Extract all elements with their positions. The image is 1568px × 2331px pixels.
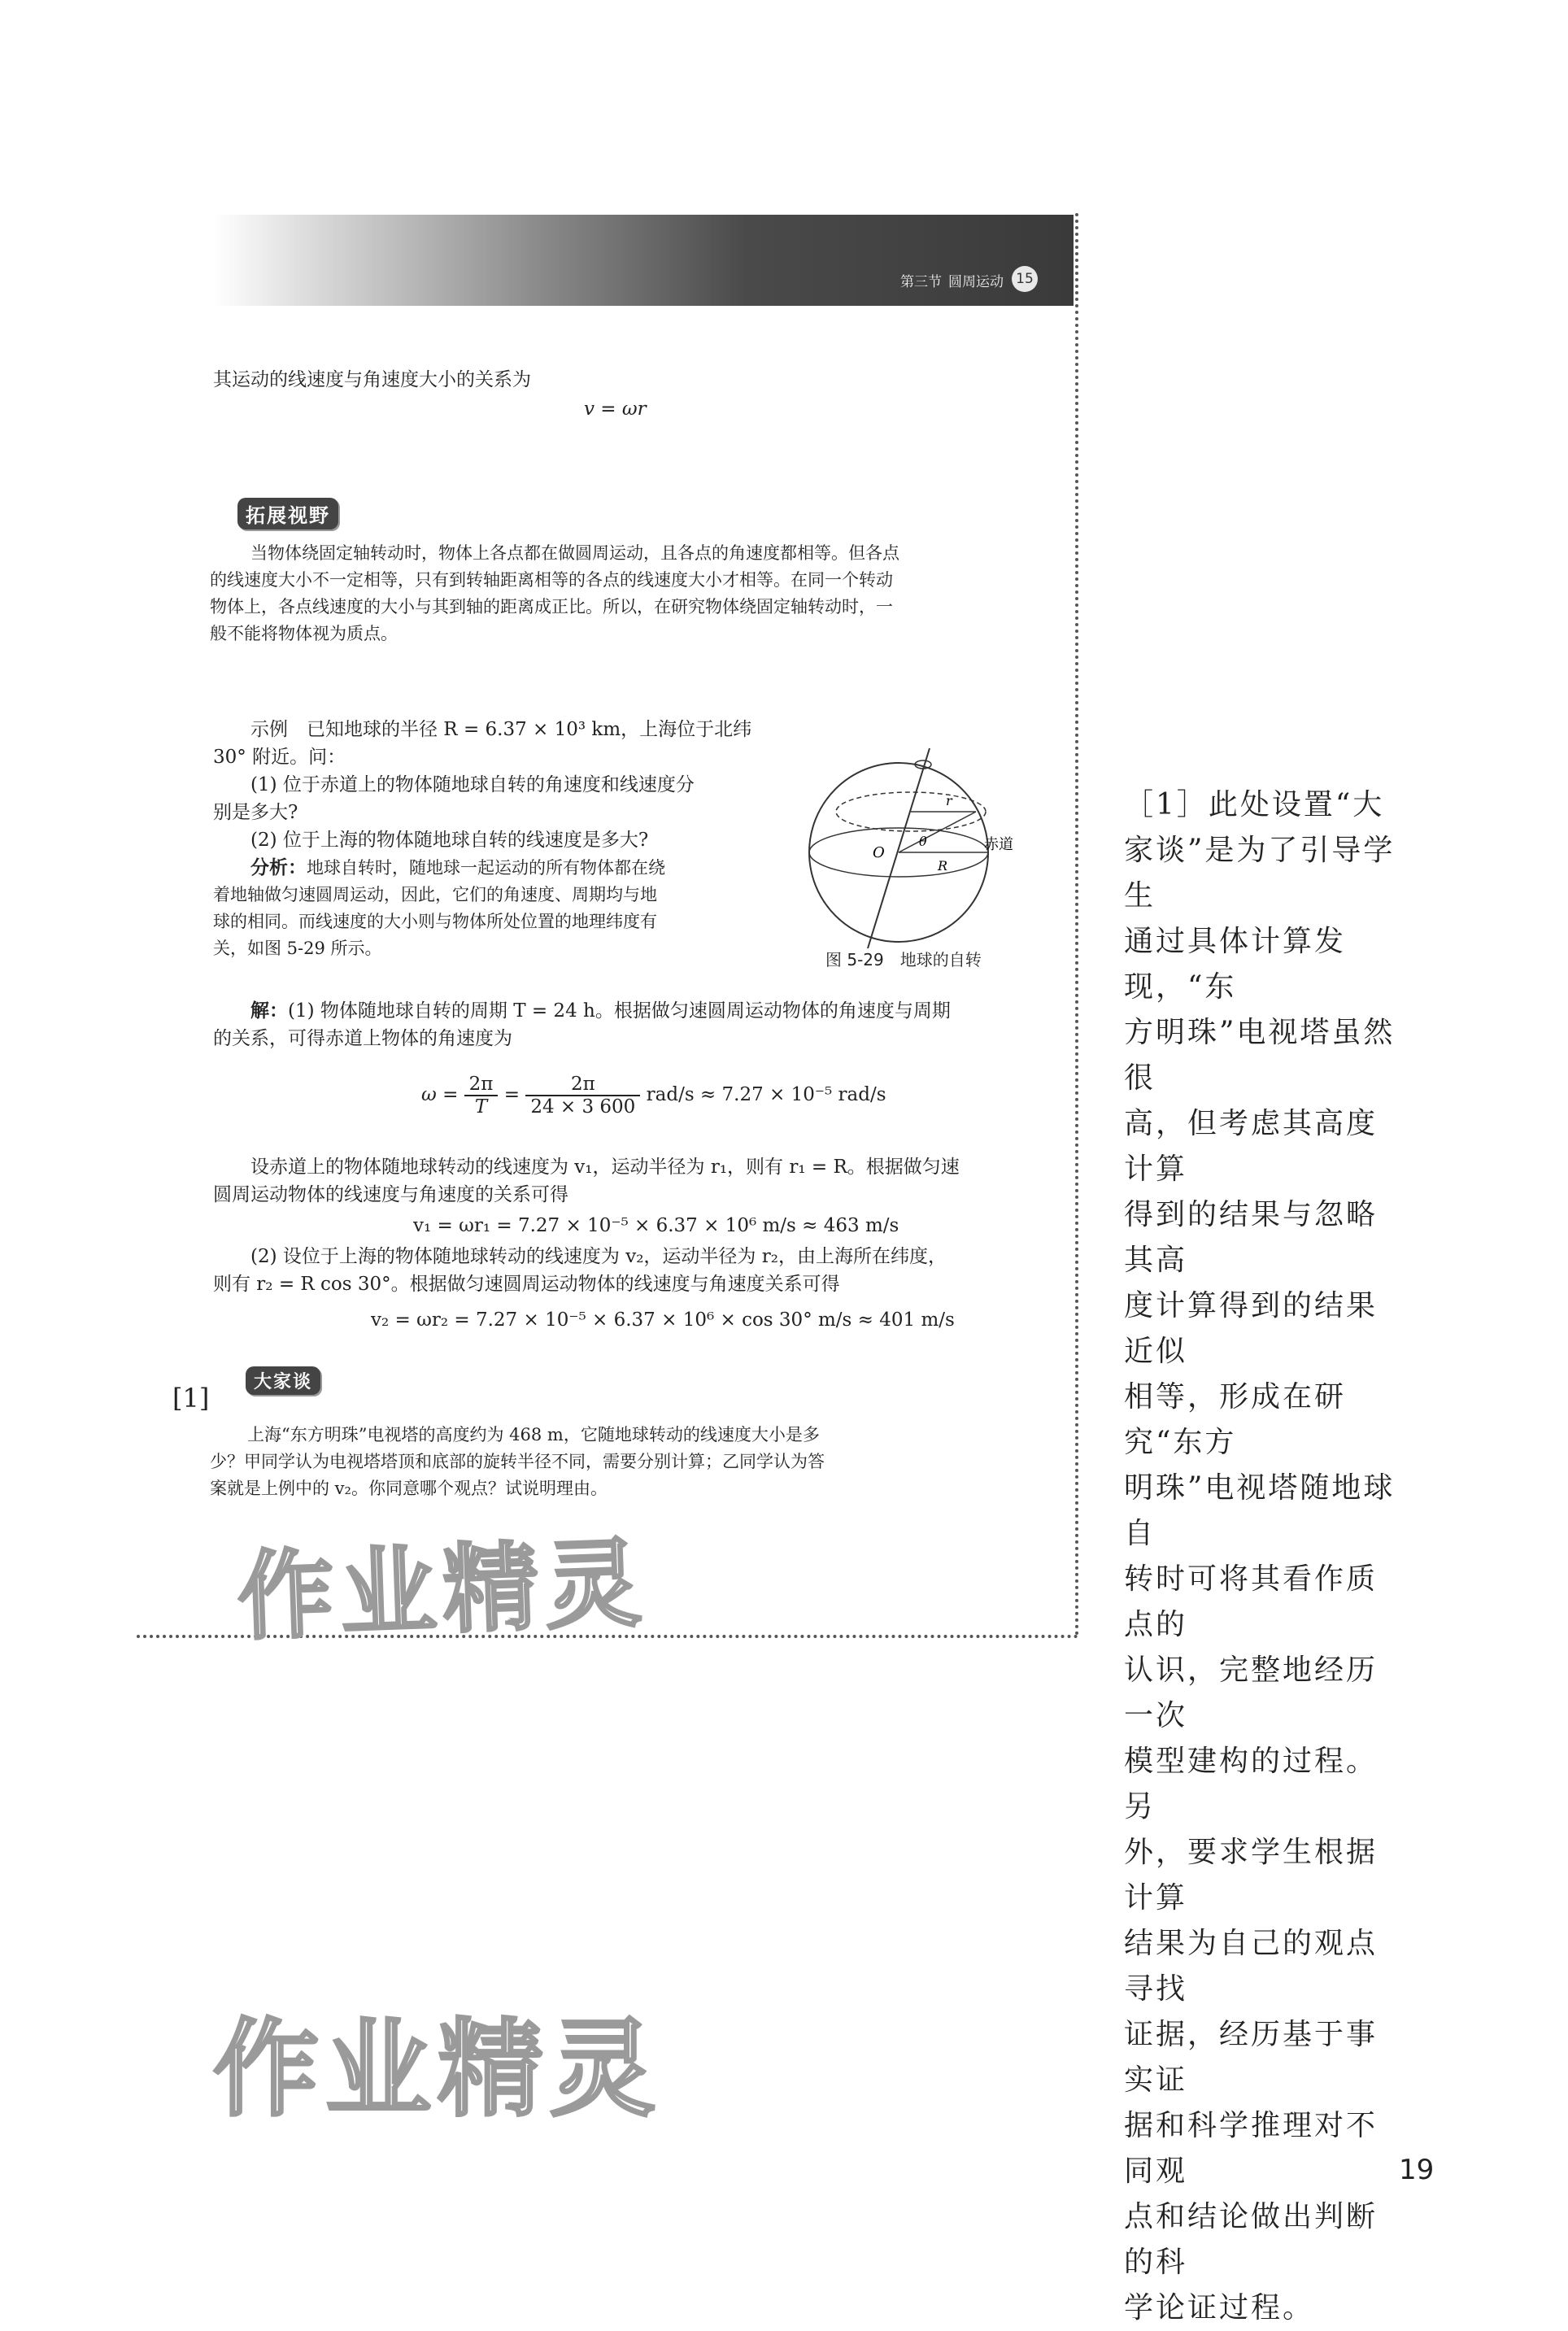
example-analysis-line: 球的相同。而线速度的大小则与物体所处位置的地理纬度有 bbox=[213, 912, 657, 931]
chapter-header-band bbox=[213, 215, 1074, 306]
analysis-label: 分析： bbox=[250, 856, 307, 878]
watermark: 作业精灵 bbox=[236, 1527, 650, 1653]
discussion-badge: 大家谈 bbox=[246, 1366, 320, 1395]
side-note-line: 高，但考虑其高度计算 bbox=[1124, 1107, 1379, 1186]
earth-rotation-figure bbox=[793, 740, 1037, 969]
label-o: O bbox=[873, 844, 885, 861]
label-theta: θ bbox=[919, 834, 927, 849]
watermark: 作业精灵 bbox=[213, 2007, 663, 2131]
label-r: r bbox=[946, 793, 952, 808]
side-note-line: 证据，经历基于事实证 bbox=[1124, 2018, 1379, 2097]
frac1-denominator: T bbox=[474, 1096, 488, 1118]
side-note-line: 相等，形成在研究“东方 bbox=[1124, 1380, 1347, 1459]
discussion-line: 少？甲同学认为电视塔塔顶和底部的旋转半径不同，需要分别计算；乙同学认为答 bbox=[210, 1452, 825, 1471]
solution-block bbox=[213, 997, 951, 1052]
side-note-line: 据和科学推理对不同观 bbox=[1124, 2109, 1379, 2188]
example-line: 30° 附近。问： bbox=[213, 747, 346, 768]
omega-equals: = bbox=[503, 1084, 520, 1105]
header-text bbox=[894, 270, 1004, 290]
header-section: 第三节 bbox=[900, 274, 942, 290]
solution-block-3 bbox=[213, 1243, 947, 1298]
side-note-line: 认识，完整地经历一次 bbox=[1124, 1653, 1379, 1732]
v2-equation: v₂ = ωr₂ = 7.27 × 10⁻⁵ × 6.37 × 10⁶ × cos 30° m/s ≈ 401 m/s bbox=[371, 1309, 955, 1331]
solution-text: (1) 物体随地球自转的周期 T = 24 h。根据做匀速圆周运动物体的角速度与周期 bbox=[288, 1000, 951, 1022]
side-note-line: 得到的结果与忽略其高 bbox=[1124, 1198, 1379, 1277]
solution-line: (2) 设位于上海的物体随地球转动的线速度为 v₂，运动半径为 r₂，由上海所在纬度， bbox=[250, 1246, 947, 1267]
extension-paragraph bbox=[210, 540, 899, 647]
side-note-line: 明珠”电视塔随地球自 bbox=[1124, 1471, 1396, 1550]
side-note-line: 模型建构的过程。另 bbox=[1124, 1745, 1379, 1823]
frac2-numerator: 2π bbox=[525, 1074, 640, 1096]
extension-line: 的线速度大小不一定相等，只有到转轴距离相等的各点的线速度大小才相等。在同一个转动 bbox=[210, 570, 893, 590]
intro-text: 其运动的线速度与角速度大小的关系为 bbox=[213, 369, 531, 390]
side-note-line: 外，要求学生根据计算 bbox=[1124, 1836, 1379, 1915]
frac1-numerator: 2π bbox=[464, 1074, 499, 1096]
side-note-line: 学论证过程。 bbox=[1124, 2291, 1315, 2324]
example-analysis bbox=[213, 854, 751, 882]
extension-badge: 拓展视野 bbox=[237, 498, 338, 529]
example-block bbox=[213, 716, 751, 962]
solution-line: 则有 r₂ = R cos 30°。根据做匀速圆周运动物体的线速度与角速度关系可得 bbox=[213, 1274, 840, 1295]
omega-result: rad/s ≈ 7.27 × 10⁻⁵ rad/s bbox=[646, 1084, 886, 1105]
label-equator: 赤道 bbox=[984, 836, 1013, 853]
omega-fraction-2 bbox=[525, 1074, 640, 1118]
earth-diagram bbox=[793, 740, 1037, 952]
example-question: 别是多大? bbox=[213, 802, 298, 823]
side-note-line: ［1］此处设置“大 bbox=[1124, 788, 1385, 821]
omega-equation bbox=[421, 1074, 886, 1118]
example-line: 示例 已知地球的半径 R = 6.37 × 10³ km，上海位于北纬 bbox=[250, 719, 752, 740]
side-note-line: 点和结论做出判断的科 bbox=[1124, 2200, 1379, 2279]
omega-lhs: ω = bbox=[421, 1084, 459, 1105]
side-note-line: 家谈”是为了引导学生 bbox=[1124, 834, 1396, 913]
solution-block-2 bbox=[213, 1153, 960, 1209]
example-analysis-line: 关，如图 5-29 所示。 bbox=[213, 939, 382, 958]
side-note-line: 转时可将其看作质点的 bbox=[1124, 1562, 1379, 1641]
discussion-line: 案就是上例中的 v₂。你同意哪个观点？试说明理由。 bbox=[210, 1479, 608, 1498]
discussion-marker: [1] bbox=[172, 1383, 210, 1414]
side-note-line: 方明珠”电视塔虽然很 bbox=[1124, 1016, 1396, 1095]
example-question: (2) 位于上海的物体随地球自转的线速度是多大? bbox=[250, 830, 649, 851]
intro-formula: v = ωr bbox=[584, 399, 647, 420]
example-analysis-line: 着地轴做匀速圆周运动，因此，它们的角速度、周期均与地 bbox=[213, 885, 657, 904]
figure-caption: 图 5-29 地球的自转 bbox=[825, 950, 982, 969]
extension-line: 般不能将物体视为质点。 bbox=[210, 624, 398, 643]
side-note-line: 度计算得到的结果近似 bbox=[1124, 1289, 1379, 1368]
inner-page-number: 15 bbox=[1012, 266, 1038, 292]
label-big-r: R bbox=[938, 858, 948, 874]
analysis-text: 地球自转时，随地球一起运动的所有物体都在绕 bbox=[307, 858, 665, 878]
omega-fraction-1 bbox=[464, 1074, 499, 1118]
frac2-denominator: 24 × 3 600 bbox=[530, 1096, 636, 1118]
side-note-line: 通过具体计算发现，“东 bbox=[1124, 925, 1347, 1004]
extension-line: 当物体绕固定轴转动时，物体上各点都在做圆周运动，且各点的角速度都相等。但各点 bbox=[250, 543, 899, 563]
solution-line: 圆周运动物体的线速度与角速度的关系可得 bbox=[213, 1184, 568, 1205]
solution-label: 解： bbox=[250, 1000, 288, 1022]
v1-equation: v₁ = ωr₁ = 7.27 × 10⁻⁵ × 6.37 × 10⁶ m/s ≈ 463 m/s bbox=[413, 1215, 899, 1236]
solution-line: 的关系，可得赤道上物体的角速度为 bbox=[213, 1028, 512, 1049]
side-note-line: 结果为自己的观点寻找 bbox=[1124, 1927, 1379, 2006]
page-number: 19 bbox=[1399, 2154, 1435, 2186]
solution-line: 设赤道上的物体随地球转动的线速度为 v₁，运动半径为 r₁，则有 r₁ = R。根据做匀速 bbox=[250, 1157, 960, 1178]
header-title: 圆周运动 bbox=[948, 274, 1004, 290]
discussion-line: 上海“东方明珠”电视塔的高度约为 468 m，它随地球转动的线速度大小是多 bbox=[247, 1425, 820, 1444]
example-question: (1) 位于赤道上的物体随地球自转的角速度和线速度分 bbox=[250, 774, 695, 795]
solution-line bbox=[213, 997, 951, 1025]
extension-line: 物体上，各点线速度的大小与其到轴的距离成正比。所以，在研究物体绕固定轴转动时，一 bbox=[210, 597, 893, 617]
side-note bbox=[1124, 782, 1409, 2331]
discussion-paragraph bbox=[210, 1422, 825, 1502]
